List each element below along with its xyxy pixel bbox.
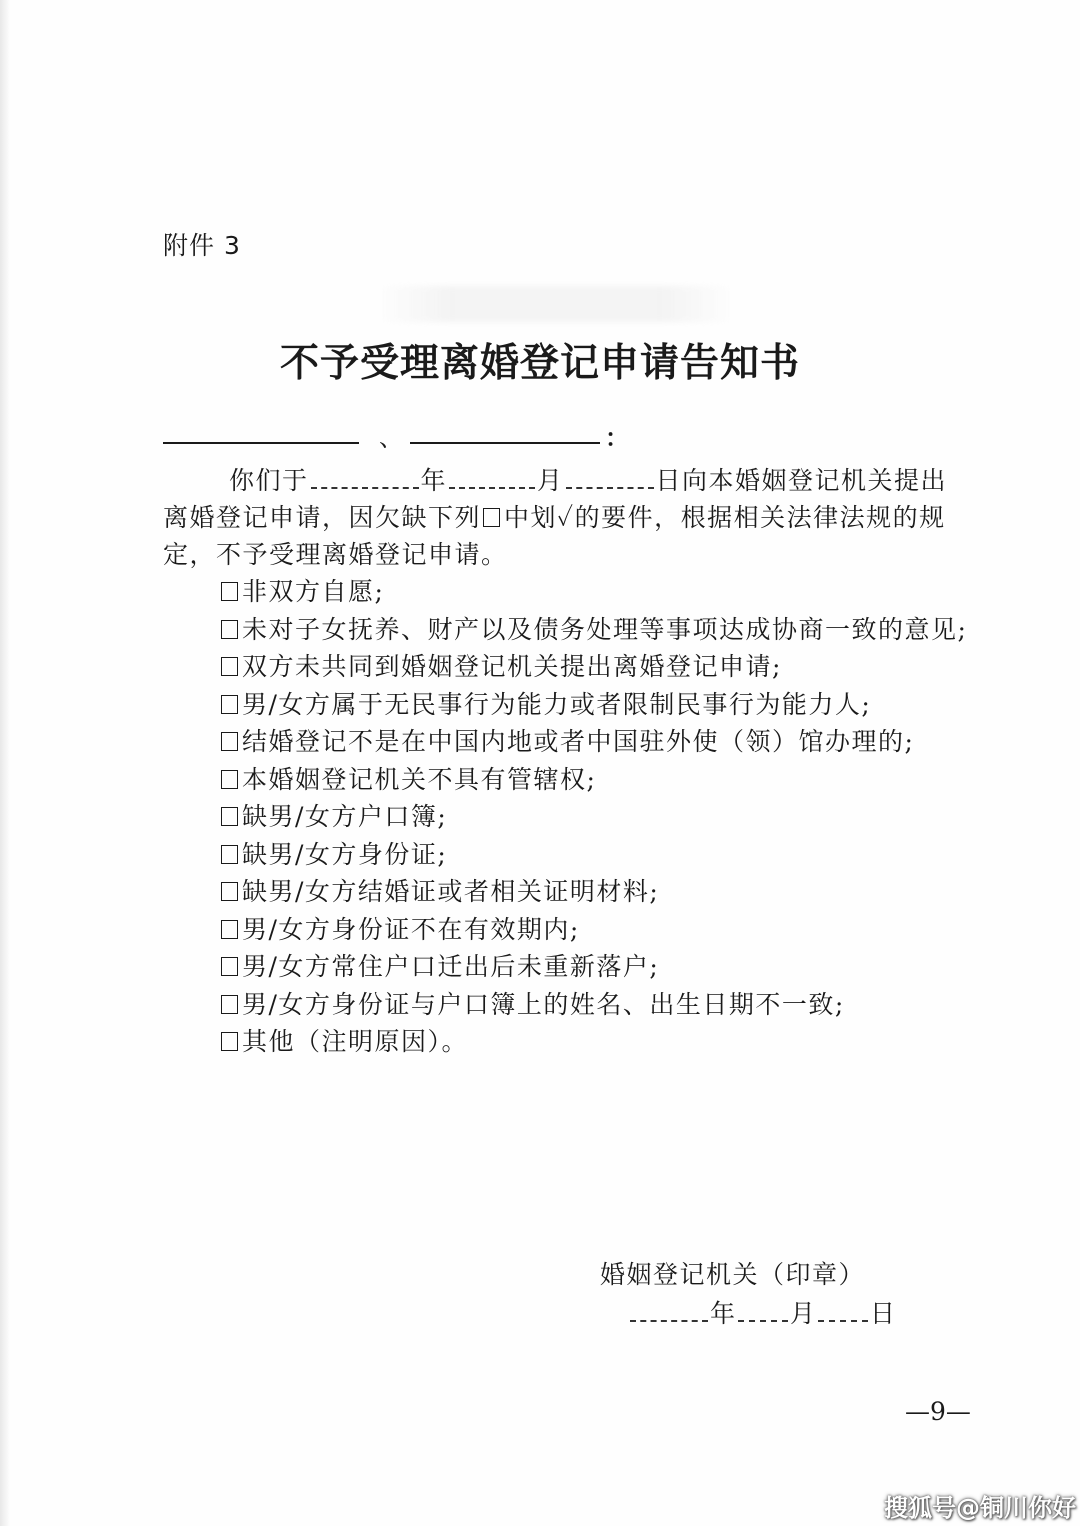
year-blank [311, 471, 419, 489]
item-text: 本婚姻登记机关不具有管辖权; [242, 764, 597, 794]
intro-text-1: 你们于 [229, 466, 309, 495]
item-text: 缺男/女方户口簿; [242, 802, 448, 831]
checkbox-icon [221, 807, 238, 826]
list-item [163, 761, 973, 799]
item-text: 其他（注明原因）。 [242, 1027, 469, 1056]
item-text: 缺男/女方身份证; [242, 839, 448, 869]
sign-day-blank [818, 1306, 868, 1322]
list-item [163, 723, 973, 761]
checkbox-icon [221, 770, 238, 789]
checkbox-icon [221, 732, 238, 751]
source-watermark: 搜狐号@铜川你好 [884, 1494, 1076, 1522]
checkbox-icon [221, 920, 238, 939]
signature-date [628, 1294, 896, 1330]
list-item [163, 686, 973, 724]
intro-text-2: 日向本婚姻登记机关提出离婚登记申请，因欠缺下列 [163, 466, 948, 532]
name-blank-1 [163, 442, 359, 444]
page-number: —9— [905, 1397, 971, 1426]
checkbox-icon [221, 957, 238, 976]
item-text: 男/女方属于无民事行为能力或者限制民事行为能力人; [242, 689, 872, 719]
checkbox-icon [221, 995, 238, 1014]
checkbox-icon [221, 695, 238, 714]
month-blank [449, 471, 535, 489]
document-title: 不予受理离婚登记申请告知书 [279, 340, 800, 386]
list-item [163, 648, 973, 686]
issuing-authority-seal: 婚姻登记机关（印章） [600, 1260, 866, 1289]
intro-text-year: 年 [420, 466, 448, 495]
list-item [163, 573, 973, 611]
checkbox-icon [221, 1032, 238, 1051]
salutation-colon: ： [605, 423, 629, 452]
item-text: 缺男/女方结婚证或者相关证明材料; [242, 877, 660, 906]
item-text: 结婚登记不是在中国内地或者中国驻外使（领）馆办理的; [242, 727, 915, 756]
checkbox-icon [221, 882, 238, 901]
list-item [163, 798, 973, 836]
item-text: 双方未共同到婚姻登记机关提出离婚登记申请; [242, 652, 782, 681]
intro-paragraph [163, 462, 973, 573]
item-text: 男/女方身份证不在有效期内; [242, 914, 580, 944]
name-blank-2 [410, 442, 600, 444]
sign-day-label: 日 [870, 1299, 897, 1328]
item-text: 非双方自愿; [242, 577, 385, 606]
day-blank [566, 471, 654, 489]
page-edge-shadow [0, 0, 10, 1526]
checkbox-icon [221, 657, 238, 676]
bleed-through-text [376, 286, 736, 322]
sign-month-label: 月 [790, 1299, 817, 1328]
item-text: 男/女方身份证与户口簿上的姓名、出生日期不一致; [242, 989, 845, 1019]
list-item [163, 873, 973, 911]
requirement-list [163, 573, 973, 1061]
salutation-line [163, 418, 643, 452]
checkbox-icon [483, 508, 500, 527]
item-text: 男/女方常住户口迁出后未重新落户; [242, 952, 660, 981]
list-item [163, 986, 973, 1024]
list-item [163, 948, 973, 986]
intro-text-month: 月 [537, 466, 564, 495]
attachment-label: 附件 3 [163, 231, 241, 260]
checkbox-icon [221, 845, 238, 864]
salutation-separator: 、 [379, 424, 403, 452]
sign-month-blank [738, 1306, 788, 1322]
sign-year-blank [630, 1306, 708, 1322]
checkbox-icon [221, 620, 238, 639]
checkbox-icon [221, 582, 238, 601]
list-item [163, 836, 973, 874]
list-item [163, 911, 973, 949]
intro-text-3: 中划✓的要件，根据相关法律法规的规定，不予受理离婚登记申请。 [163, 503, 946, 569]
list-item [163, 1023, 973, 1061]
sign-year-label: 年 [710, 1299, 737, 1328]
list-item [163, 611, 973, 649]
item-text: 未对子女抚养、财产以及债务处理等事项达成协商一致的意见; [242, 614, 968, 644]
